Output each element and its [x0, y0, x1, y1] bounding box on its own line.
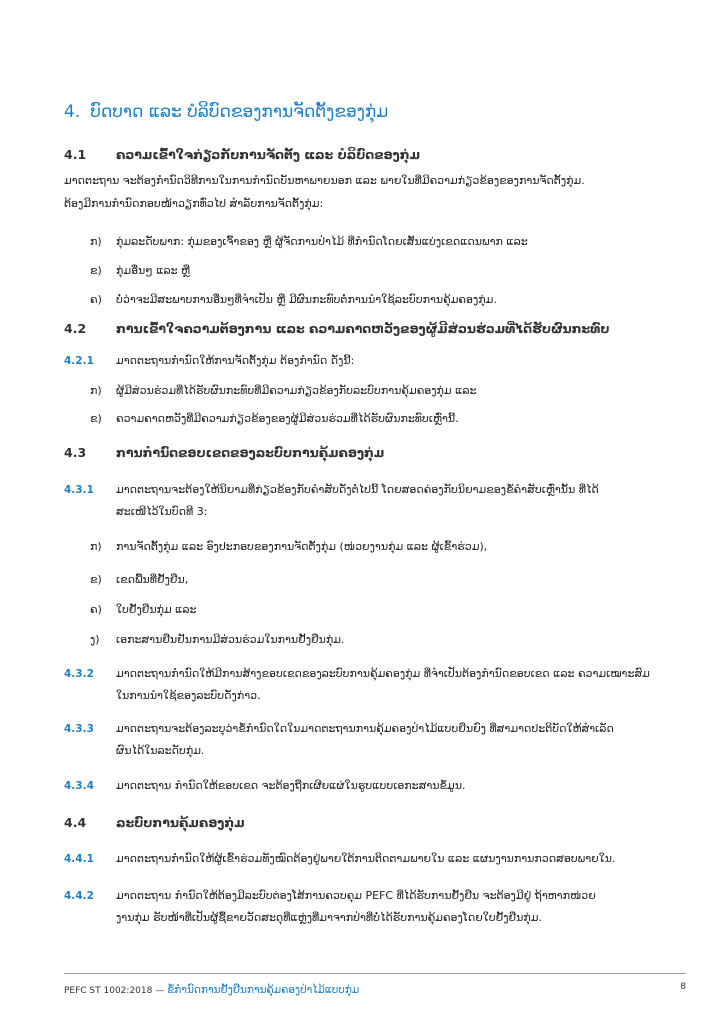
- heading-title: ລະບົບການຄຸ້ມຄອງກຸ່ມ: [116, 815, 245, 830]
- list-text: ຄວາມຄາດຫວັງທີ່ມີຄວາມກ່ຽວຂ້ອງຂອງຜູ້ມີສ່ວນຮ່ວມທີ່ໄດ້ຮັບຜົນກະທົບເຫຼົ່ານີ້.: [116, 412, 459, 425]
- subsection-number: 4.3.3: [64, 723, 94, 735]
- list-item: [90, 629, 690, 651]
- subsection-text: ມາດຕະຖານຈະຕ້ອງລະບຸວ່າຂໍ້ກໍານົດໃດໃນມາດຕະຖານການຄຸ້ມຄອງປ່າໄມ້ແບບຍືນຍົງ ທີ່ສາມາດປະຕິບັດໃຫ້ສໍາເລັດ: [116, 722, 614, 735]
- list-item: [90, 260, 690, 282]
- section-title: ບົດບາດ ແລະ ບໍລິບົດຂອງການຈັດຕັ້ງຂອງກຸ່ມ: [90, 102, 389, 122]
- heading-4-1: [64, 144, 684, 166]
- subsection-text: ມາດຕະຖານຈະຕ້ອງໃຫ້ນິຍາມທີ່ກ່ຽວຂ້ອງກັບຄໍາສັບດັ່ງຕໍ່ໄປນີ້ ໂດຍສອດຄ່ອງກັບນິຍາມຂອງຂໍ້ຄໍາສັບເຫຼົ່ານັ້ນ ທີ່ໄດ້: [116, 483, 599, 496]
- list-text: ກຸ່ມອື່ນໆ ແລະ ຫຼື: [116, 264, 191, 277]
- list-item: [90, 569, 690, 591]
- list-item: [90, 289, 690, 311]
- list-item: [90, 380, 690, 402]
- subsection-number: 4.3.4: [64, 780, 94, 792]
- subsection-number: 4.4.1: [64, 853, 94, 865]
- heading-title: ການເຂົ້າໃຈຄວາມຕ້ອງການ ແລະ ຄວາມຄາດຫວັງຂອງຜູ້ມີສ່ວນຮ່ວມທີ່ໄດ້ຮັບຜົນກະທົບ: [116, 321, 610, 336]
- list-marker: ກ): [90, 540, 102, 553]
- subsection-number: 4.3.2: [64, 668, 94, 680]
- subsection-text: ມາດຕະຖານກໍານົດໃຫ້ການຈັດຕັ້ງກຸ່ມ ຕ້ອງກໍານົດ ດັ່ງນີ້:: [116, 354, 355, 367]
- heading-4-2: [64, 318, 684, 340]
- heading-4-3: [64, 442, 684, 464]
- heading-number: 4.2: [64, 321, 87, 336]
- footer-code: PEFC ST 1002:2018 —: [64, 986, 168, 996]
- list-item: [90, 536, 690, 558]
- section-heading: [64, 100, 684, 124]
- list-text: ການຈັດຕັ້ງກຸ່ມ ແລະ ອົງປະກອບຂອງການຈັດຕັ້ງກຸ່ມ (ໜ່ວຍງານກຸ່ມ ແລະ ຜູ້ເຂົ້າຮ່ວມ),: [116, 540, 488, 553]
- subsection-4-3-1: [64, 479, 694, 523]
- subsection-4-3-4: [64, 775, 694, 797]
- subsection-number: 4.4.2: [64, 890, 94, 902]
- list-text: ຜູ້ມີສ່ວນຮ່ວມທີ່ໄດ້ຮັບຜົນກະທົບທີ່ມີຄວາມກ່ຽວຂ້ອງກັບລະບົບການຄຸ້ມຄອງກຸ່ມ ແລະ: [116, 384, 477, 397]
- list-item: [90, 231, 690, 253]
- subsection-text: ມາດຕະຖານ ກໍານົດໃຫ້ຕ້ອງມີລະບົບຕ່ອງໂສ້ການຄວບຄຸມ PEFC ທີ່ໄດ້ຮັບການຢັ້ງຢືນ ຈະຕ້ອງມີຢູ່ ຖ້າຫາກໜ່ວຍ: [116, 889, 596, 902]
- footer-divider: [64, 973, 686, 974]
- subsection-4-4-1: [64, 848, 694, 870]
- section-number: 4.: [64, 102, 81, 122]
- list-marker: ຄ): [90, 293, 102, 306]
- footer-title: ຂໍ້ກໍານົດການຢັ້ງຢືນການຄຸ້ມຄອງປ່າໄມ້ແບບກຸ່ມ: [167, 984, 360, 996]
- subsection-text: ມາດຕະຖານ ກໍານົດໃຫ້ຂອບເຂດ ຈະຕ້ອງຖືກເຜີຍແຜ່ໃນຮູບແບບເອກະສານຂໍ້ມູນ.: [116, 779, 466, 792]
- list-text: ເອກະສານຢືນຢັນການມີສ່ວນຮ່ວມໃນການຢັ້ງຢືນກຸ່ມ.: [116, 633, 345, 646]
- heading-number: 4.1: [64, 147, 87, 162]
- list-marker: ຂ): [90, 573, 102, 586]
- paragraph: ຕ້ອງມີການກໍານົດກອບໜ້າວຽກທົ່ວໄປ ສໍາລັບການຈັດຕັ້ງກຸ່ມ:: [64, 197, 324, 210]
- list-text: ກຸ່ມລະດັບພາກ: ກຸ່ມຂອງເຈົ້າຂອງ ຫຼື ຜູ້ຈັດການປ່າໄມ້ ທີ່ກໍານົດໂດຍເສັ້ນແບ່ງເຂດແດນພາກ ແລະ: [116, 235, 528, 248]
- heading-number: 4.4: [64, 815, 87, 830]
- list-marker: ງ): [90, 633, 100, 646]
- heading-4-4: [64, 812, 684, 834]
- heading-number: 4.3: [64, 445, 87, 460]
- paragraph: ມາດຕະຖານ ຈະຕ້ອງກໍານົດວິທີການໃນການກໍານົດບັນຫາພາຍນອກ ແລະ ພາຍໃນທີ່ມີຄວາມກ່ຽວຂ້ອງຂອງການຈັດຕັ້ງກຸ່ມ.: [64, 174, 585, 187]
- list-item: [90, 599, 690, 621]
- subsection-number: 4.3.1: [64, 484, 94, 496]
- list-text: ໃບຢັ້ງຢືນກຸ່ມ ແລະ: [116, 603, 197, 616]
- subsection-text: ມາດຕະຖານກໍານົດໃຫ້ມີການສ້າງຂອບເຂດຂອງລະບົບການຄຸ້ມຄອງກຸ່ມ ທີ່ຈໍາເປັນຕ້ອງກໍານົດຂອບເຂດ ແລະ ຄວາມເໝາະສົມ: [116, 667, 650, 680]
- subsection-text: ມາດຕະຖານກໍານົດໃຫ້ຜູ້ເຂົ້າຮ່ວມທັງໝົດຕ້ອງຢູ່ພາຍໃຕ້ການຕິດຕາມພາຍໃນ ແລະ ແຜນງານການກວດສອບພາຍໃນ.: [116, 852, 616, 865]
- subsection-text: ສະເໜີໄວ້ໃນບົດທີ 3:: [116, 505, 208, 518]
- list-text: ເຂດພື້ນທີ່ຢັ້ງຢືນ,: [116, 573, 189, 586]
- list-marker: ກ): [90, 384, 102, 397]
- list-text: ບໍ່ວ່າຈະມີສະພາບການອື່ນໆທີ່ຈໍາເປັນ ຫຼື ມີຜົນກະທົບຕໍ່ການນໍາໃຊ້ລະບົບການຄຸ້ມຄອງກຸ່ມ.: [116, 293, 497, 306]
- subsection-4-3-2: [64, 663, 694, 707]
- list-marker: ກ): [90, 235, 102, 248]
- subsection-number: 4.2.1: [64, 355, 94, 367]
- subsection-text: ຜົນໄດ້ໃນລະດັບກຸ່ມ.: [116, 744, 205, 757]
- heading-title: ການກໍານົດຂອບເຂດຂອງລະບົບການຄຸ້ມຄອງກຸ່ມ: [116, 445, 385, 460]
- footer-document-title: [64, 984, 359, 996]
- subsection-text: ງານກຸ່ມ ຮັບໜ້າທີ່ເປັນຜູ້ຊື້ຂາຍວັດສະດຸທີ່ແຫຼ່ງທີ່ມາຈາກປ່າທີ່ບໍ່ໄດ້ຮັບການຄຸ້ມຄອງໂດຍໃບຢັ້ງຢືນກຸ່ມ.: [116, 911, 542, 924]
- subsection-4-2-1: [64, 350, 694, 372]
- list-marker: ຂ): [90, 412, 102, 425]
- subsection-4-4-2: [64, 885, 694, 929]
- page-number: 8: [680, 982, 686, 992]
- list-marker: ຂ): [90, 264, 102, 277]
- list-item: [90, 408, 690, 430]
- subsection-4-3-3: [64, 718, 694, 762]
- list-marker: ຄ): [90, 603, 102, 616]
- subsection-text: ໃນການນໍາໃຊ້ຂອງລະບົບດັ່ງກ່າວ.: [116, 689, 261, 702]
- heading-title: ຄວາມເຂົ້າໃຈກ່ຽວກັບການຈັດຕັ້ງ ແລະ ບໍລິບົດຂອງກຸ່ມ: [116, 147, 421, 162]
